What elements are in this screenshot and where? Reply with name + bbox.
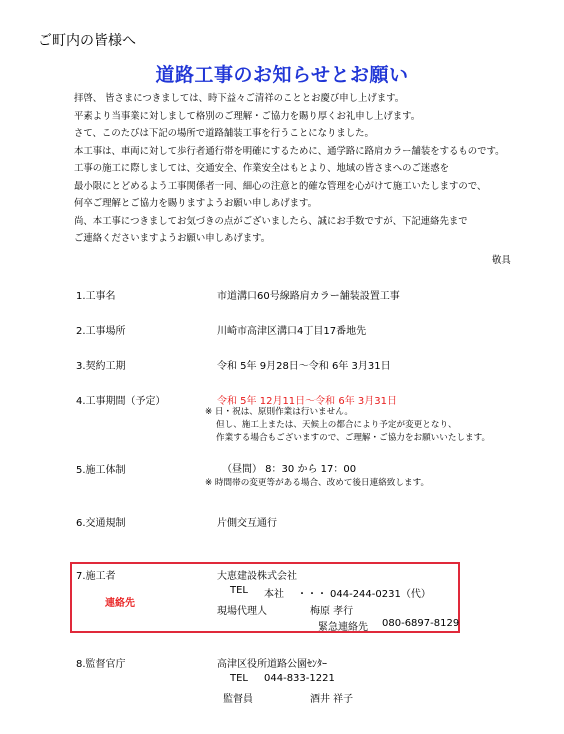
work-period-note: ※ 日・祝は、原則作業は行いません。 [205,407,353,417]
item-name-value: 市道溝口60号線路肩カラー舗装設置工事 [217,291,400,302]
inspector-name: 酒井 祥子 [310,694,354,705]
contractor-office-tel: 044-244-0231（代） [330,589,431,600]
item-contract-period-label: 3.契約工期 [76,361,126,372]
item-work-period-value: 令和 5年 12月11日～令和 6年 3月31日 [217,396,397,407]
supervisor-office: 高津区役所道路公園ｾﾝﾀｰ [217,659,327,670]
item-contract-period-value: 令和 5年 9月28日～令和 6年 3月31日 [217,361,391,372]
schedule-note: ※ 時間帯の変更等がある場合、改めて後日連絡致します。 [205,478,430,488]
contractor-company: 大恵建設株式会社 [217,571,297,582]
body-line: 平素より当事業に対しまして格別のご理解・ご協力を賜り厚くお礼申し上げます。 [74,110,421,122]
emergency-label: 緊急連絡先 [318,622,368,633]
item-location-value: 川崎市高津区溝口4丁目17番地先 [217,326,367,337]
body-line: さて、このたびは下記の場所で道路舗装工事を行うことになりました。 [74,128,374,139]
contractor-dots: ・・・ [297,589,327,600]
item-contractor-label: 7.施工者 [76,571,116,582]
emergency-tel: 080-6897-8129 [382,618,460,629]
contractor-tel-label: TEL [230,585,248,596]
item-traffic-label: 6.交通規制 [76,518,126,529]
work-period-note: 作業する場合もございますので、ご理解・ご協力をお願いいたします。 [216,433,491,443]
supervisor-tel-label: TEL [230,673,248,684]
body-line: 拝啓、 皆さまにつきましては、時下益々ご清祥のこととお慶び申し上げます。 [74,93,405,104]
body-line: 最小限にとどめるよう工事関係者一同、細心の注意と的確な管理を心がけて施工いたしますので、 [74,180,487,192]
item-name-label: 1.工事名 [76,291,116,302]
greeting: ご町内の皆様へ [38,33,136,49]
body-line: 工事の施工に際しましては、交通安全、作業安全はもとより、地域の皆さまへのご迷惑を [74,163,450,174]
agent-label: 現場代理人 [217,606,267,617]
item-schedule-value: （昼間） 8：30 から 17：00 [222,464,357,475]
body-text [74,90,505,248]
inspector-label: 監督員 [223,694,253,705]
supervisor-tel: 044-833-1221 [264,673,335,684]
page-title: 道路工事のお知らせとお願い [155,64,409,86]
work-period-note: 但し、施工上または、天候上の都合により予定が変更となり、 [216,420,457,430]
body-line: ご連絡くださいますようお願い申しあげます。 [74,233,271,244]
item-supervisor-label: 8.監督官庁 [76,659,126,670]
agent-name: 梅原 孝行 [310,606,354,617]
contact-label: 連絡先 [105,598,135,609]
item-work-period-label: 4.工事期間（予定） [76,396,166,407]
closing-text: 敬具 [492,255,511,266]
body-line: 尚、本工事につきましてお気づきの点がございましたら、誠にお手数ですが、下記連絡先まで [74,215,468,227]
item-schedule-label: 5.施工体制 [76,465,126,476]
item-location-label: 2.工事場所 [76,326,126,337]
body-line: 本工事は、車両に対して歩行者通行帯を明確にするために、通学路に路肩カラー舗装をするものです。 [74,145,505,157]
body-line: 何卒ご理解とご協力を賜りますようお願い申しあげます。 [74,198,318,209]
contractor-office-label: 本社 [264,589,284,600]
item-traffic-value: 片側交互通行 [217,518,277,529]
